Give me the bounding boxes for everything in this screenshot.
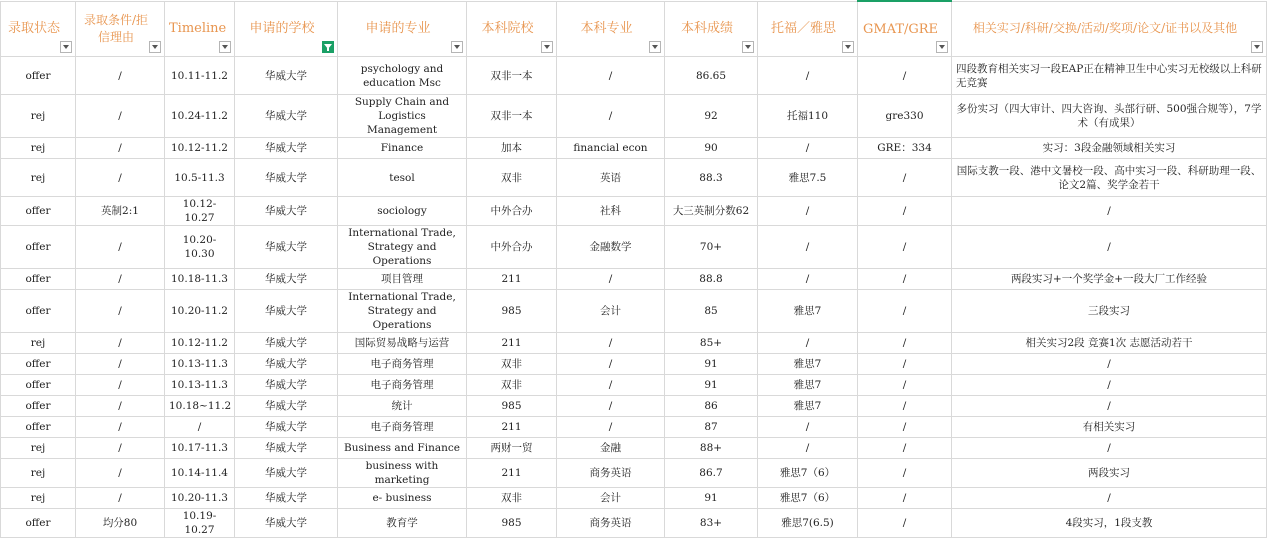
cell-timeline[interactable]: 10.20-10.30 (165, 226, 235, 269)
table-row (1, 57, 1267, 95)
cell-undergrad-major[interactable]: 英语 (557, 159, 665, 197)
filter-dropdown-icon[interactable] (842, 41, 854, 53)
cell-gpa[interactable]: 91 (665, 375, 758, 396)
cell-status[interactable]: rej (1, 95, 76, 138)
column-header-label: 本科专业 (580, 21, 633, 37)
cell-toefl-ielts[interactable]: 雅思7.5 (758, 159, 858, 197)
table-row (1, 488, 1267, 509)
cell-toefl-ielts[interactable]: 雅思7（6） (758, 488, 858, 509)
cell-undergrad[interactable]: 中外合办 (467, 197, 557, 226)
table-row (1, 269, 1267, 290)
cell-undergrad-major[interactable]: 商务英语 (557, 459, 665, 488)
cell-condition[interactable]: / (76, 438, 165, 459)
cell-condition[interactable]: / (76, 417, 165, 438)
cell-gmat-gre[interactable]: / (858, 197, 952, 226)
cell-gpa[interactable]: 91 (665, 354, 758, 375)
cell-other[interactable]: / (952, 375, 1267, 396)
cell-school[interactable]: 华威大学 (235, 488, 338, 509)
column-header-label: 本科院校 (481, 21, 534, 37)
cell-school[interactable]: 华威大学 (235, 509, 338, 538)
cell-timeline[interactable]: 10.24-11.2 (165, 95, 235, 138)
cell-undergrad-major[interactable]: 会计 (557, 488, 665, 509)
cell-gmat-gre[interactable]: / (858, 488, 952, 509)
column-header-label: 录取状态 (7, 21, 60, 37)
cell-condition[interactable]: / (76, 269, 165, 290)
cell-major[interactable]: 电子商务管理 (338, 375, 467, 396)
cell-other[interactable]: 两段实习+一个奖学金+一段大厂工作经验 (952, 269, 1267, 290)
cell-toefl-ielts[interactable]: / (758, 57, 858, 95)
cell-undergrad-major[interactable]: 金融 (557, 438, 665, 459)
cell-toefl-ielts[interactable]: 雅思7 (758, 375, 858, 396)
cell-undergrad-major[interactable]: / (557, 95, 665, 138)
cell-gpa[interactable]: 88+ (665, 438, 758, 459)
cell-undergrad[interactable]: 双非一本 (467, 57, 557, 95)
cell-other[interactable]: 两段实习 (952, 459, 1267, 488)
cell-status[interactable]: rej (1, 138, 76, 159)
cell-school[interactable]: 华威大学 (235, 269, 338, 290)
cell-other[interactable]: 国际支教一段、港中文暑校一段、高中实习一段、科研助理一段、论文2篇、奖学金若干 (952, 159, 1267, 197)
cell-undergrad-major[interactable]: financial econ (557, 138, 665, 159)
cell-timeline[interactable]: 10.18~11.2 (165, 396, 235, 417)
cell-gpa[interactable]: 86.7 (665, 459, 758, 488)
cell-toefl-ielts[interactable]: 雅思7 (758, 354, 858, 375)
table-row (1, 417, 1267, 438)
cell-undergrad[interactable]: 211 (467, 459, 557, 488)
cell-toefl-ielts[interactable]: / (758, 269, 858, 290)
cell-status[interactable]: rej (1, 459, 76, 488)
cell-school[interactable]: 华威大学 (235, 197, 338, 226)
cell-toefl-ielts[interactable]: / (758, 417, 858, 438)
cell-timeline[interactable]: 10.18-11.3 (165, 269, 235, 290)
cell-other[interactable]: 4段实习，1段支教 (952, 509, 1267, 538)
cell-undergrad[interactable]: 985 (467, 290, 557, 333)
cell-school[interactable]: 华威大学 (235, 396, 338, 417)
cell-major[interactable]: business with marketing (338, 459, 467, 488)
cell-gpa[interactable]: 91 (665, 488, 758, 509)
cell-condition[interactable]: / (76, 290, 165, 333)
column-header-gmat-gre[interactable] (858, 1, 952, 57)
cell-undergrad[interactable]: 211 (467, 269, 557, 290)
cell-other[interactable]: 四段教育相关实习一段EAP正在精神卫生中心实习无校级以上科研无竞赛 (952, 57, 1267, 95)
cell-undergrad-major[interactable]: / (557, 333, 665, 354)
cell-timeline[interactable]: 10.20-11.2 (165, 290, 235, 333)
cell-condition[interactable]: / (76, 333, 165, 354)
cell-toefl-ielts[interactable]: / (758, 438, 858, 459)
table-row (1, 138, 1267, 159)
cell-gmat-gre[interactable]: / (858, 333, 952, 354)
column-header-label: 申请的学校 (249, 21, 315, 37)
filter-dropdown-icon[interactable] (451, 41, 463, 53)
column-header-gpa[interactable] (665, 1, 758, 57)
cell-gmat-gre[interactable]: / (858, 159, 952, 197)
cell-status[interactable]: offer (1, 417, 76, 438)
column-header-undergrad-major[interactable] (557, 1, 665, 57)
cell-condition[interactable]: / (76, 138, 165, 159)
cell-status[interactable]: offer (1, 269, 76, 290)
table-body (1, 57, 1267, 538)
cell-major[interactable]: International Trade, Strategy and Operations (338, 226, 467, 269)
cell-condition[interactable]: / (76, 226, 165, 269)
cell-undergrad[interactable]: 双非 (467, 159, 557, 197)
cell-timeline[interactable]: 10.11-11.2 (165, 57, 235, 95)
filter-dropdown-icon[interactable] (541, 41, 553, 53)
column-header-label: Timeline (169, 21, 227, 37)
cell-undergrad[interactable]: 双非 (467, 354, 557, 375)
cell-undergrad[interactable]: 两财一贸 (467, 438, 557, 459)
cell-condition[interactable]: / (76, 95, 165, 138)
cell-major[interactable]: Business and Finance (338, 438, 467, 459)
table-row (1, 375, 1267, 396)
cell-gmat-gre[interactable]: / (858, 509, 952, 538)
cell-status[interactable]: offer (1, 290, 76, 333)
cell-condition[interactable]: / (76, 396, 165, 417)
cell-status[interactable]: offer (1, 57, 76, 95)
cell-status[interactable]: offer (1, 396, 76, 417)
table-row (1, 333, 1267, 354)
cell-undergrad[interactable]: 211 (467, 417, 557, 438)
cell-timeline[interactable]: / (165, 417, 235, 438)
column-header-timeline[interactable] (165, 1, 235, 57)
cell-major[interactable]: psychology and education Msc (338, 57, 467, 95)
column-header-toefl-ielts[interactable] (758, 1, 858, 57)
cell-major[interactable]: tesol (338, 159, 467, 197)
cell-timeline[interactable]: 10.12-10.27 (165, 197, 235, 226)
cell-timeline[interactable]: 10.12-11.2 (165, 138, 235, 159)
cell-undergrad-major[interactable]: 商务英语 (557, 509, 665, 538)
cell-major[interactable]: Finance (338, 138, 467, 159)
cell-toefl-ielts[interactable]: 托福110 (758, 95, 858, 138)
cell-gpa[interactable]: 86 (665, 396, 758, 417)
column-header-label: 相关实习/科研/交换/活动/奖项/论文/证书以及其他 (972, 21, 1238, 36)
cell-status[interactable]: offer (1, 354, 76, 375)
cell-school[interactable]: 华威大学 (235, 459, 338, 488)
cell-timeline[interactable]: 10.5-11.3 (165, 159, 235, 197)
cell-status[interactable]: offer (1, 197, 76, 226)
cell-major[interactable]: 统计 (338, 396, 467, 417)
cell-toefl-ielts[interactable]: / (758, 197, 858, 226)
header-row (1, 1, 1267, 57)
cell-undergrad-major[interactable]: / (557, 375, 665, 396)
cell-gpa[interactable]: 70+ (665, 226, 758, 269)
cell-major[interactable]: 国际贸易战略与运营 (338, 333, 467, 354)
cell-other[interactable]: / (952, 197, 1267, 226)
cell-major[interactable]: International Trade, Strategy and Operations (338, 290, 467, 333)
filter-dropdown-icon[interactable] (149, 41, 161, 53)
column-header-undergrad[interactable] (467, 1, 557, 57)
cell-school[interactable]: 华威大学 (235, 138, 338, 159)
cell-condition[interactable]: / (76, 57, 165, 95)
cell-gmat-gre[interactable]: GRE：334 (858, 138, 952, 159)
cell-undergrad-major[interactable]: / (557, 396, 665, 417)
column-header-label: GMAT/GRE (862, 21, 939, 37)
cell-undergrad-major[interactable]: 社科 (557, 197, 665, 226)
cell-gmat-gre[interactable]: / (858, 226, 952, 269)
cell-undergrad[interactable]: 加本 (467, 138, 557, 159)
cell-undergrad-major[interactable]: 金融数学 (557, 226, 665, 269)
cell-condition[interactable]: / (76, 488, 165, 509)
cell-status[interactable]: offer (1, 375, 76, 396)
cell-status[interactable]: rej (1, 333, 76, 354)
cell-status[interactable]: rej (1, 159, 76, 197)
cell-undergrad[interactable]: 211 (467, 333, 557, 354)
filter-active-icon[interactable] (322, 41, 334, 53)
filter-dropdown-icon[interactable] (60, 41, 72, 53)
cell-gmat-gre[interactable]: / (858, 290, 952, 333)
cell-timeline[interactable]: 10.17-11.3 (165, 438, 235, 459)
cell-undergrad[interactable]: 双非一本 (467, 95, 557, 138)
table-row (1, 396, 1267, 417)
cell-gpa[interactable]: 85 (665, 290, 758, 333)
cell-undergrad-major[interactable]: / (557, 57, 665, 95)
column-header-label: 申请的专业 (365, 21, 431, 37)
column-header-status[interactable] (1, 1, 76, 57)
cell-gpa[interactable]: 88.3 (665, 159, 758, 197)
cell-major[interactable]: 项目管理 (338, 269, 467, 290)
cell-gmat-gre[interactable]: / (858, 354, 952, 375)
cell-status[interactable]: offer (1, 226, 76, 269)
table-row (1, 459, 1267, 488)
cell-school[interactable]: 华威大学 (235, 159, 338, 197)
table-row (1, 438, 1267, 459)
cell-timeline[interactable]: 10.14-11.4 (165, 459, 235, 488)
table-row (1, 197, 1267, 226)
cell-condition[interactable]: 英制2:1 (76, 197, 165, 226)
cell-timeline[interactable]: 10.13-11.3 (165, 375, 235, 396)
column-header-label: 托福／雅思 (770, 21, 836, 37)
cell-gpa[interactable]: 大三英制分数62 (665, 197, 758, 226)
cell-condition[interactable]: / (76, 375, 165, 396)
table-row (1, 226, 1267, 269)
cell-school[interactable]: 华威大学 (235, 438, 338, 459)
cell-undergrad-major[interactable]: / (557, 417, 665, 438)
cell-other[interactable]: / (952, 226, 1267, 269)
cell-status[interactable]: rej (1, 488, 76, 509)
cell-timeline[interactable]: 10.19-10.27 (165, 509, 235, 538)
cell-school[interactable]: 华威大学 (235, 95, 338, 138)
cell-other[interactable]: / (952, 354, 1267, 375)
cell-gmat-gre[interactable]: / (858, 459, 952, 488)
cell-major[interactable]: sociology (338, 197, 467, 226)
cell-major[interactable]: e- business (338, 488, 467, 509)
cell-gpa[interactable]: 92 (665, 95, 758, 138)
cell-toefl-ielts[interactable]: / (758, 333, 858, 354)
cell-major[interactable]: Supply Chain and Logistics Management (338, 95, 467, 138)
filter-dropdown-icon[interactable] (649, 41, 661, 53)
cell-school[interactable]: 华威大学 (235, 375, 338, 396)
cell-undergrad-major[interactable]: / (557, 269, 665, 290)
column-header-other[interactable] (952, 1, 1267, 57)
cell-condition[interactable]: / (76, 459, 165, 488)
cell-major[interactable]: 电子商务管理 (338, 417, 467, 438)
cell-gmat-gre[interactable]: / (858, 375, 952, 396)
cell-gmat-gre[interactable]: / (858, 396, 952, 417)
cell-gpa[interactable]: 88.8 (665, 269, 758, 290)
table-row (1, 290, 1267, 333)
cell-gpa[interactable]: 86.65 (665, 57, 758, 95)
filter-dropdown-icon[interactable] (1251, 41, 1263, 53)
cell-toefl-ielts[interactable]: 雅思7 (758, 290, 858, 333)
cell-undergrad-major[interactable]: 会计 (557, 290, 665, 333)
table-row (1, 95, 1267, 138)
table-row (1, 509, 1267, 538)
cell-toefl-ielts[interactable]: / (758, 138, 858, 159)
cell-other[interactable]: 实习：3段金融领域相关实习 (952, 138, 1267, 159)
column-header-condition[interactable] (76, 1, 165, 57)
cell-condition[interactable]: / (76, 159, 165, 197)
cell-toefl-ielts[interactable]: 雅思7 (758, 396, 858, 417)
cell-school[interactable]: 华威大学 (235, 354, 338, 375)
cell-timeline[interactable]: 10.20-11.3 (165, 488, 235, 509)
cell-timeline[interactable]: 10.12-11.2 (165, 333, 235, 354)
filter-dropdown-icon[interactable] (936, 41, 948, 53)
cell-gpa[interactable]: 90 (665, 138, 758, 159)
cell-gpa[interactable]: 87 (665, 417, 758, 438)
column-header-label: 本科成绩 (680, 21, 733, 37)
cell-undergrad[interactable]: 双非 (467, 375, 557, 396)
cell-undergrad[interactable]: 中外合办 (467, 226, 557, 269)
cell-other[interactable]: 三段实习 (952, 290, 1267, 333)
cell-school[interactable]: 华威大学 (235, 226, 338, 269)
cell-other[interactable]: 相关实习2段 竞赛1次 志愿活动若干 (952, 333, 1267, 354)
cell-toefl-ielts[interactable]: 雅思7（6） (758, 459, 858, 488)
cell-school[interactable]: 华威大学 (235, 417, 338, 438)
cell-condition[interactable]: / (76, 354, 165, 375)
cell-school[interactable]: 华威大学 (235, 290, 338, 333)
cell-other[interactable]: 有相关实习 (952, 417, 1267, 438)
cell-gmat-gre[interactable]: / (858, 269, 952, 290)
cell-undergrad[interactable]: 双非 (467, 488, 557, 509)
cell-toefl-ielts[interactable]: 雅思7(6.5) (758, 509, 858, 538)
table-row (1, 354, 1267, 375)
cell-gmat-gre[interactable]: / (858, 417, 952, 438)
cell-other[interactable]: / (952, 396, 1267, 417)
cell-undergrad[interactable]: 985 (467, 509, 557, 538)
cell-undergrad-major[interactable]: / (557, 354, 665, 375)
column-header-label: 录取条件/拒信理由 (83, 12, 149, 44)
cell-gmat-gre[interactable]: / (858, 438, 952, 459)
cell-school[interactable]: 华威大学 (235, 57, 338, 95)
filter-dropdown-icon[interactable] (742, 41, 754, 53)
cell-other[interactable]: / (952, 488, 1267, 509)
cell-gmat-gre[interactable]: / (858, 57, 952, 95)
cell-undergrad[interactable]: 985 (467, 396, 557, 417)
cell-status[interactable]: offer (1, 509, 76, 538)
cell-condition[interactable]: 均分80 (76, 509, 165, 538)
cell-timeline[interactable]: 10.13-11.3 (165, 354, 235, 375)
table-row (1, 159, 1267, 197)
filter-dropdown-icon[interactable] (219, 41, 231, 53)
cell-gpa[interactable]: 83+ (665, 509, 758, 538)
cell-toefl-ielts[interactable]: / (758, 226, 858, 269)
cell-gpa[interactable]: 85+ (665, 333, 758, 354)
cell-major[interactable]: 电子商务管理 (338, 354, 467, 375)
cell-major[interactable]: 教育学 (338, 509, 467, 538)
cell-other[interactable]: 多份实习（四大审计、四大咨询、头部行研、500强合规等），7学术（有成果） (952, 95, 1267, 138)
cell-other[interactable]: / (952, 438, 1267, 459)
column-header-major[interactable] (338, 1, 467, 57)
column-header-school[interactable] (235, 1, 338, 57)
cell-school[interactable]: 华威大学 (235, 333, 338, 354)
cell-status[interactable]: rej (1, 438, 76, 459)
cell-gmat-gre[interactable]: gre330 (858, 95, 952, 138)
